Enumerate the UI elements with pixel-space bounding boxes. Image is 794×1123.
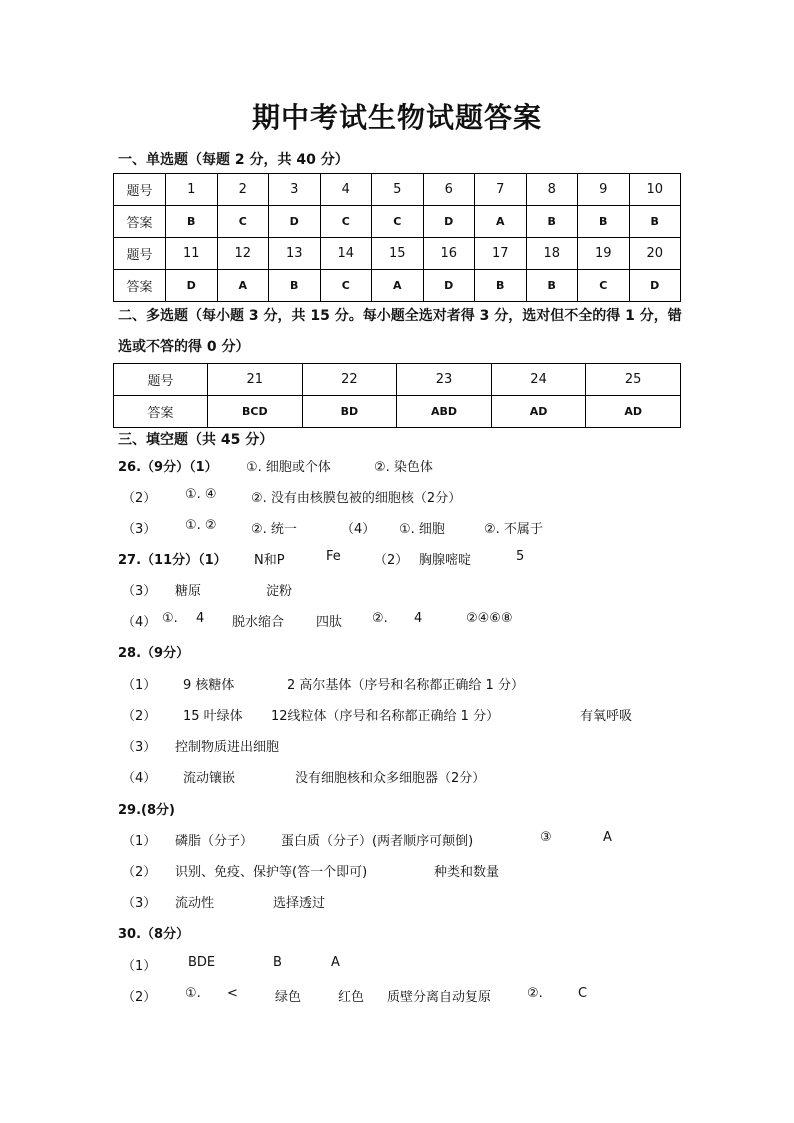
section-heading-multi-choice: 二、多选题（每小题 3 分，共 15 分。每小题全选对者得 3 分，选对但不全的得 1 分，错选或不答的得 0 分） bbox=[118, 308, 682, 355]
answer-text: 胸腺嘧啶 bbox=[419, 553, 472, 568]
sub-question-label: （2） bbox=[374, 553, 409, 568]
answer-cell: B bbox=[269, 270, 321, 302]
question-number: 15 bbox=[372, 238, 424, 270]
answer-text: BDE bbox=[188, 955, 216, 970]
answer-text: ①. ④ bbox=[185, 487, 217, 502]
answer-cell: A bbox=[372, 270, 424, 302]
answer-text: 蛋白质（分子）(两者顺序可颠倒) bbox=[281, 834, 474, 849]
question-number: 2 bbox=[217, 174, 269, 206]
answer-cell: B bbox=[526, 270, 578, 302]
question-number: 5 bbox=[372, 174, 424, 206]
answer-text: ①. ② bbox=[185, 518, 217, 533]
answer-cell: A bbox=[475, 206, 527, 238]
answer-text: ①. 细胞或个体 bbox=[246, 460, 331, 475]
answer-text: A bbox=[331, 955, 340, 970]
sub-question-label: （3） bbox=[122, 896, 157, 911]
answer-text: ②. 染色体 bbox=[374, 460, 433, 475]
question-number: 3 bbox=[269, 174, 321, 206]
answer-cell: B bbox=[578, 206, 630, 238]
answer-text: B bbox=[273, 955, 282, 970]
row-header: 答案 bbox=[114, 396, 208, 428]
answer-text: 绿色 bbox=[275, 990, 302, 1005]
answer-cell: D bbox=[423, 206, 475, 238]
answer-text: 5 bbox=[516, 549, 525, 564]
question-number: 7 bbox=[475, 174, 527, 206]
row-header: 答案 bbox=[114, 270, 166, 302]
answer-cell: B bbox=[629, 206, 681, 238]
answer-cell: C bbox=[578, 270, 630, 302]
question-number: 22 bbox=[302, 364, 397, 396]
answer-cell: B bbox=[526, 206, 578, 238]
answer-cell: C bbox=[320, 206, 372, 238]
question-number: 8 bbox=[526, 174, 578, 206]
question-number: 9 bbox=[578, 174, 630, 206]
answer-cell: D bbox=[423, 270, 475, 302]
section-heading-single-choice: 一、单选题（每题 2 分，共 40 分） bbox=[118, 152, 349, 168]
sub-question-label: （1） bbox=[122, 959, 157, 974]
question-number: 24 bbox=[491, 364, 586, 396]
answer-text: ①. bbox=[185, 986, 201, 1001]
question-label: 26.（9分）（1） bbox=[118, 460, 218, 475]
sub-question-label: （2） bbox=[122, 709, 157, 724]
answer-text: 有氧呼吸 bbox=[580, 709, 633, 724]
question-number: 14 bbox=[320, 238, 372, 270]
answer-cell: D bbox=[629, 270, 681, 302]
answer-cell: C bbox=[217, 206, 269, 238]
answer-text: 没有细胞核和众多细胞器（2分） bbox=[295, 771, 486, 786]
question-number: 6 bbox=[423, 174, 475, 206]
answer-text: ③ bbox=[540, 830, 552, 845]
sub-question-label: （4） bbox=[122, 771, 157, 786]
sub-question-label: （3） bbox=[122, 740, 157, 755]
multi-choice-answer-table bbox=[113, 363, 681, 428]
answer-text: 种类和数量 bbox=[434, 865, 500, 880]
answer-text: 4 bbox=[414, 611, 423, 626]
question-number: 10 bbox=[629, 174, 681, 206]
answer-text: ②. 统一 bbox=[251, 522, 297, 537]
answer-cell: BD bbox=[302, 396, 397, 428]
single-choice-answer-table bbox=[113, 173, 681, 302]
question-number: 18 bbox=[526, 238, 578, 270]
answer-text: 9 核糖体 bbox=[183, 678, 235, 693]
sub-question-label: （3） bbox=[122, 522, 157, 537]
table-row bbox=[114, 364, 681, 396]
answer-cell: AD bbox=[491, 396, 586, 428]
answer-cell: C bbox=[320, 270, 372, 302]
answer-cell: ABD bbox=[397, 396, 492, 428]
sub-question-label: （2） bbox=[122, 491, 157, 506]
question-number: 23 bbox=[397, 364, 492, 396]
answer-text: N和P bbox=[254, 553, 285, 568]
answer-text: ②④⑥⑧ bbox=[466, 611, 513, 626]
question-number: 12 bbox=[217, 238, 269, 270]
answer-text: 12线粒体（序号和名称都正确给 1 分） bbox=[271, 709, 500, 724]
answer-cell: D bbox=[269, 206, 321, 238]
answer-text: ①. 细胞 bbox=[399, 522, 445, 537]
question-number: 21 bbox=[208, 364, 303, 396]
question-label: 30.（8分） bbox=[118, 927, 190, 942]
sub-question-label: （2） bbox=[122, 865, 157, 880]
table-row bbox=[114, 270, 681, 302]
sub-question-label: （3） bbox=[122, 584, 157, 599]
answer-text: ②. bbox=[372, 611, 388, 626]
row-header: 答案 bbox=[114, 206, 166, 238]
answer-text: 糖原 bbox=[175, 584, 202, 599]
answer-text: 淀粉 bbox=[266, 584, 293, 599]
table-row bbox=[114, 238, 681, 270]
question-number: 13 bbox=[269, 238, 321, 270]
answer-cell: D bbox=[166, 270, 218, 302]
question-number: 19 bbox=[578, 238, 630, 270]
answer-text: 识别、免疫、保护等(答一个即可) bbox=[175, 865, 368, 880]
sub-question-label: （1） bbox=[122, 678, 157, 693]
table-row bbox=[114, 174, 681, 206]
answer-text: ②. 不属于 bbox=[484, 522, 543, 537]
answer-text: A bbox=[603, 830, 612, 845]
table-row bbox=[114, 396, 681, 428]
question-label: 28.（9分） bbox=[118, 646, 190, 661]
answer-cell: A bbox=[217, 270, 269, 302]
answer-text: 4 bbox=[196, 611, 205, 626]
answer-cell: AD bbox=[586, 396, 681, 428]
answer-cell: BCD bbox=[208, 396, 303, 428]
question-label: 27.（11分）（1） bbox=[118, 553, 227, 568]
page-title: 期中考试生物试题答案 bbox=[251, 101, 542, 134]
answer-text: 红色 bbox=[338, 990, 365, 1005]
sub-question-label: （1） bbox=[122, 834, 157, 849]
answer-text: 脱水缩合 bbox=[232, 615, 285, 630]
table-row bbox=[114, 206, 681, 238]
answer-text: ①. bbox=[162, 611, 178, 626]
row-header: 题号 bbox=[114, 238, 166, 270]
answer-text: ②. bbox=[527, 986, 543, 1001]
answer-text: 流动镶嵌 bbox=[183, 771, 236, 786]
answer-cell: B bbox=[475, 270, 527, 302]
answer-text: 2 高尔基体（序号和名称都正确给 1 分） bbox=[287, 678, 524, 693]
answer-text: 质壁分离自动复原 bbox=[387, 990, 492, 1005]
sub-question-label: （4） bbox=[341, 522, 376, 537]
question-number: 1 bbox=[166, 174, 218, 206]
answer-text: < bbox=[227, 986, 238, 1001]
answer-cell: B bbox=[166, 206, 218, 238]
answer-text: 15 叶绿体 bbox=[183, 709, 243, 724]
answer-text: 四肽 bbox=[316, 615, 343, 630]
question-number: 25 bbox=[586, 364, 681, 396]
question-number: 11 bbox=[166, 238, 218, 270]
answer-text: ②. 没有由核膜包被的细胞核（2分） bbox=[251, 491, 462, 506]
answer-text: C bbox=[578, 986, 588, 1001]
question-label: 29.(8分) bbox=[118, 803, 175, 818]
sub-question-label: （2） bbox=[122, 990, 157, 1005]
answer-text: 流动性 bbox=[175, 896, 215, 911]
answer-cell: C bbox=[372, 206, 424, 238]
question-number: 20 bbox=[629, 238, 681, 270]
row-header: 题号 bbox=[114, 174, 166, 206]
answer-text: 控制物质进出细胞 bbox=[175, 740, 280, 755]
row-header: 题号 bbox=[114, 364, 208, 396]
sub-question-label: （4） bbox=[122, 615, 157, 630]
answer-text: 磷脂（分子） bbox=[175, 834, 254, 849]
question-number: 4 bbox=[320, 174, 372, 206]
section-heading-fill-blank: 三、填空题（共 45 分） bbox=[118, 432, 274, 448]
answer-text: 选择透过 bbox=[273, 896, 326, 911]
question-number: 16 bbox=[423, 238, 475, 270]
answer-text: Fe bbox=[326, 549, 341, 564]
question-number: 17 bbox=[475, 238, 527, 270]
